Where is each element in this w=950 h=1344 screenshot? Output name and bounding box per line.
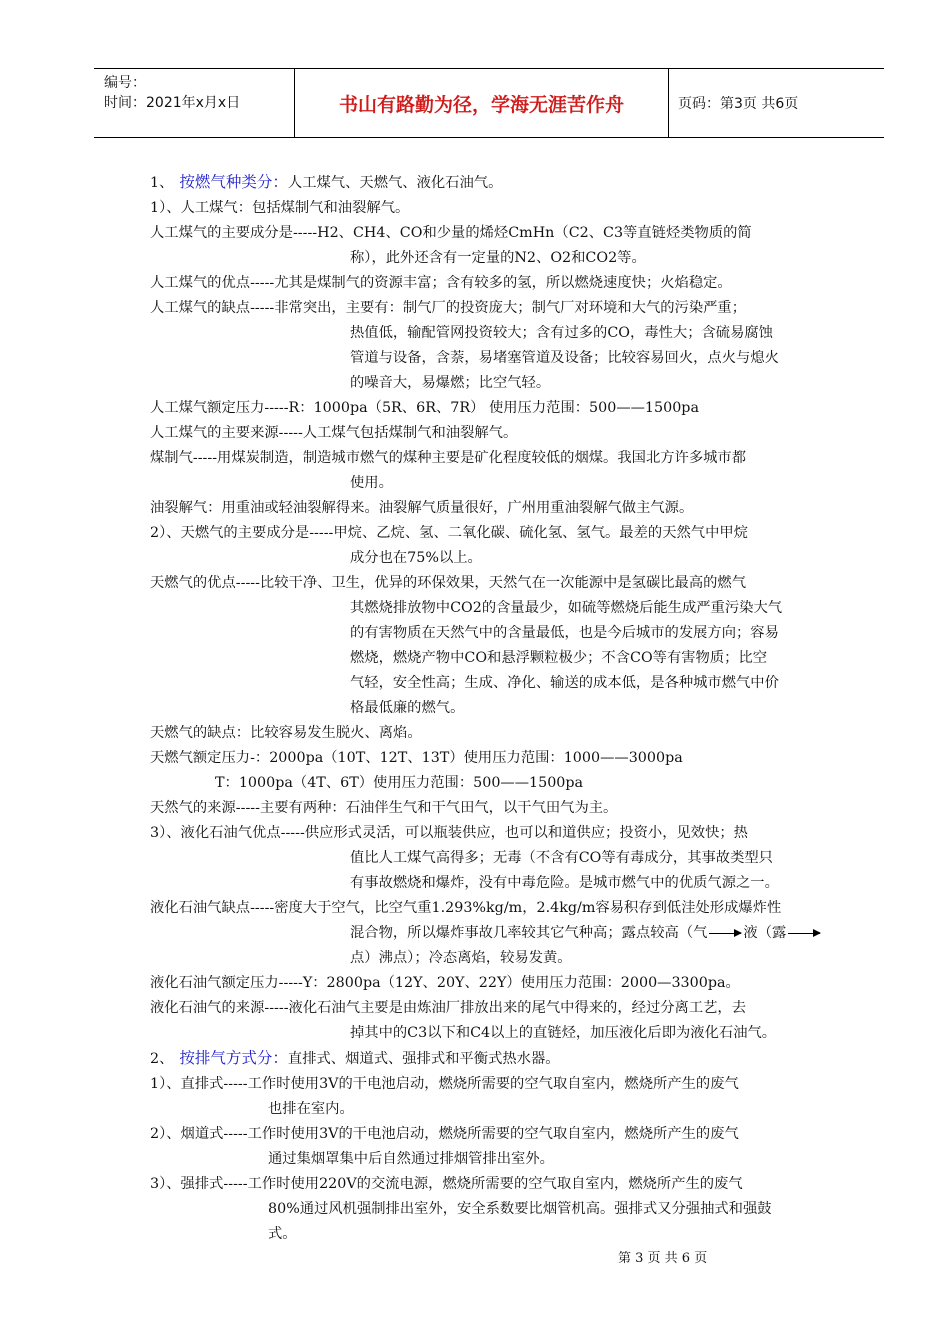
text-line: 的噪音大，易爆燃；比空气轻。 bbox=[350, 375, 551, 391]
arrow-right-icon bbox=[709, 933, 741, 934]
text-line: 的有害物质在天然气中的含量最低，也是今后城市的发展方向；容易 bbox=[350, 625, 779, 641]
line-text: 混合物，所以爆炸事故几率较其它气种高；露点较高（气 bbox=[350, 925, 708, 941]
line-text-after: 液（露 bbox=[743, 925, 787, 941]
text-line: 2）、烟道式-----工作时使用3V的干电池启动，燃烧所需要的空气取自室内，燃烧所产生的废气 bbox=[150, 1126, 739, 1142]
header-meta bbox=[104, 73, 240, 113]
text-line: 掉其中的C3以下和C4以上的直链烃，加压液化后即为液化石油气。 bbox=[350, 1025, 777, 1041]
text-line: 天燃气额定压力-：2000pa（10T、12T、13T）使用压力范围：1000——3000pa bbox=[150, 750, 683, 766]
text-line: 3）、液化石油气优点-----供应形式灵活，可以瓶装供应，也可以和道供应；投资小，见效快；热 bbox=[150, 825, 748, 841]
text-line: 人工煤气的优点-----尤其是煤制气的资源丰富；含有较多的氢，所以燃烧速度快；火焰稳定。 bbox=[150, 275, 732, 291]
text-line: 气轻，安全性高；生成、净化、输送的成本低，是各种城市燃气中价 bbox=[350, 675, 779, 691]
text-line: 值比人工煤气高得多；无毒（不含有CO等有毒成分，其事故类型只 bbox=[350, 850, 773, 866]
text-line: T：1000pa（4T、6T）使用压力范围：500——1500pa bbox=[215, 775, 584, 791]
text-line: 2）、天燃气的主要成分是-----甲烷、乙烷、氢、二氧化碳、硫化氢、氢气。最差的天然气中甲烷 bbox=[150, 525, 748, 541]
text-line: 天燃气的优点-----比较干净、卫生，优异的环保效果，天然气在一次能源中是氢碳比最高的燃气 bbox=[150, 575, 747, 591]
text-line: 燃烧，燃烧产物中CO和悬浮颗粒极少；不含CO等有害物质；比空 bbox=[350, 650, 768, 666]
arrow-right-icon bbox=[788, 933, 820, 934]
text-line bbox=[150, 170, 862, 196]
section-heading: 按排气方式分： bbox=[179, 1049, 288, 1067]
section-summary: 直排式、烟道式、强排式和平衡式热水器。 bbox=[287, 1051, 560, 1067]
header-motto: 书山有路勤为径，学海无涯苦作舟 bbox=[338, 93, 624, 116]
document-header bbox=[94, 68, 884, 138]
text-line: 使用。 bbox=[350, 475, 393, 491]
text-line: 1）、人工煤气：包括煤制气和油裂解气。 bbox=[150, 200, 410, 216]
text-line bbox=[150, 921, 862, 946]
text-line bbox=[150, 1046, 862, 1072]
text-line: 称），此外还含有一定量的N2、O2和CO2等。 bbox=[350, 250, 646, 266]
text-line: 有事故燃烧和爆炸，没有中毒危险。是城市燃气中的优质气源之一。 bbox=[350, 875, 779, 891]
text-line: 式。 bbox=[268, 1226, 297, 1242]
text-line: 成分也在75%以上。 bbox=[350, 550, 482, 566]
text-line: 人工煤气额定压力-----R：1000pa（5R、6R、7R） 使用压力范围：500——1500pa bbox=[150, 400, 699, 416]
text-line: 液化石油气的来源-----液化石油气主要是由炼油厂排放出来的尾气中得来的，经过分离工艺，去 bbox=[150, 1000, 747, 1016]
text-line: 通过集烟罩集中后自然通过排烟管排出室外。 bbox=[268, 1151, 554, 1167]
text-line: 液化石油气额定压力-----Y：2800pa（12Y、20Y、22Y）使用压力范围：2000—3300pa。 bbox=[150, 975, 740, 991]
header-page-info: 页码：第3页 共6页 bbox=[678, 96, 799, 112]
section-summary: 人工煤气、天燃气、液化石油气。 bbox=[287, 175, 503, 191]
text-line: 3）、强排式-----工作时使用220V的交流电源，燃烧所需要的空气取自室内，燃烧所产生的废气 bbox=[150, 1176, 743, 1192]
header-divider bbox=[668, 69, 669, 137]
number-label: 编号： bbox=[104, 75, 146, 91]
time-label: 时间：2021年x月x日 bbox=[104, 95, 241, 111]
text-line: 格最低廉的燃气。 bbox=[350, 700, 465, 716]
text-line: 天燃气的缺点：比较容易发生脱火、离焰。 bbox=[150, 725, 422, 741]
text-line: 管道与设备，含萘，易堵塞管道及设备；比较容易回火，点火与熄火 bbox=[350, 350, 779, 366]
text-line: 也排在室内。 bbox=[268, 1101, 354, 1117]
text-line: 1）、直排式-----工作时使用3V的干电池启动，燃烧所需要的空气取自室内，燃烧所产生的废气 bbox=[150, 1076, 739, 1092]
page-footer: 第 3 页 共 6 页 bbox=[618, 1251, 708, 1266]
text-line: 液化石油气缺点-----密度大于空气，比空气重1.293%kg/m，2.4kg/m容易积存到低洼处形成爆炸性 bbox=[150, 900, 782, 916]
text-line: 其燃烧排放物中CO2的含量最少，如硫等燃烧后能生成严重污染大气 bbox=[350, 600, 783, 616]
text-line: 天然气的来源-----主要有两种：石油伴生气和干气田气，以干气田气为主。 bbox=[150, 800, 618, 816]
section-heading: 按燃气种类分： bbox=[179, 173, 288, 191]
section-number: 2、 bbox=[150, 1051, 174, 1067]
text-line: 80%通过风机强制排出室外，安全系数要比烟管机高。强排式又分强抽式和强鼓 bbox=[268, 1201, 772, 1217]
text-line: 热值低，输配管网投资较大；含有过多的CO，毒性大；含硫易腐蚀 bbox=[350, 325, 773, 341]
text-line: 点）沸点）；冷态离焰，较易发黄。 bbox=[350, 950, 572, 966]
text-line: 人工煤气的缺点-----非常突出，主要有：制气厂的投资庞大；制气厂对环境和大气的污染严重； bbox=[150, 300, 747, 316]
text-line: 人工煤气的主要来源-----人工煤气包括煤制气和油裂解气。 bbox=[150, 425, 518, 441]
section-number: 1、 bbox=[150, 175, 174, 191]
text-line: 煤制气-----用煤炭制造，制造城市燃气的煤种主要是矿化程度较低的烟煤。我国北方许多城市都 bbox=[150, 450, 747, 466]
text-line: 人工煤气的主要成分是-----H2、CH4、CO和少量的烯烃CmHn（C2、C3等直链烃类物质的简 bbox=[150, 225, 752, 241]
text-line: 油裂解气：用重油或轻油裂解得来。油裂解气质量很好，广州用重油裂解气做主气源。 bbox=[150, 500, 694, 516]
document-body bbox=[150, 170, 862, 1247]
